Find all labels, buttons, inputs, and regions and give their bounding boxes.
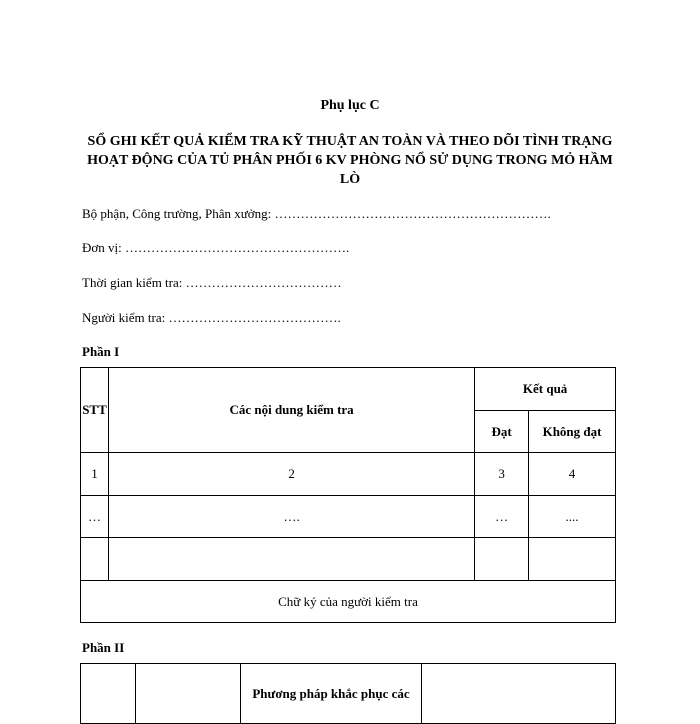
table-cell — [108, 538, 474, 581]
table-row — [81, 453, 616, 496]
result-header: Kết quả — [475, 368, 616, 411]
part1-label: Phần I — [82, 344, 120, 359]
table-cell: 3 — [475, 453, 529, 496]
document-title: SỔ GHI KẾT QUẢ KIỂM TRA KỸ THUẬT AN TOÀN VÀ THEO DÕI TÌNH TRẠNG HOẠT ĐỘNG CỦA TỦ PHÂN PHỐI 6 KV PHÒNG NỔ SỬ DỤNG TRONG MỎ HẦM LÒ — [87, 134, 613, 187]
remedy-method-header: Phương pháp khắc phục các — [240, 664, 422, 724]
table-cell: 2 — [108, 453, 474, 496]
part2-header-cell — [135, 664, 240, 724]
table-cell: … — [81, 496, 109, 538]
department-field: Bộ phận, Công trường, Phân xưởng: ………………………………………………………. — [82, 206, 551, 221]
part1-table — [80, 367, 616, 623]
part2-table — [80, 663, 616, 724]
inspection-time-field: Thời gian kiểm tra: ……………………………… — [82, 275, 342, 290]
signature-cell: Chữ ký của người kiểm tra — [81, 581, 616, 623]
pass-header: Đạt — [475, 411, 529, 453]
table-cell — [81, 538, 109, 581]
appendix-title: Phụ lục C — [320, 98, 380, 113]
stt-header: STT — [81, 368, 109, 453]
table-cell: 4 — [529, 453, 616, 496]
unit-field: Đơn vị: ……………………………………………. — [82, 240, 350, 255]
fail-header: Không đạt — [529, 411, 616, 453]
table-cell: .... — [529, 496, 616, 538]
table-cell — [529, 538, 616, 581]
inspector-field: Người kiểm tra: …………………………………. — [82, 310, 341, 325]
table-row — [81, 496, 616, 538]
table-cell — [475, 538, 529, 581]
part2-label: Phần II — [82, 640, 125, 655]
table-cell: …. — [108, 496, 474, 538]
table-cell: 1 — [81, 453, 109, 496]
table-cell: … — [475, 496, 529, 538]
content-header: Các nội dung kiểm tra — [108, 368, 474, 453]
part2-header-cell — [422, 664, 616, 724]
table-row — [81, 538, 616, 581]
part2-header-cell — [81, 664, 136, 724]
